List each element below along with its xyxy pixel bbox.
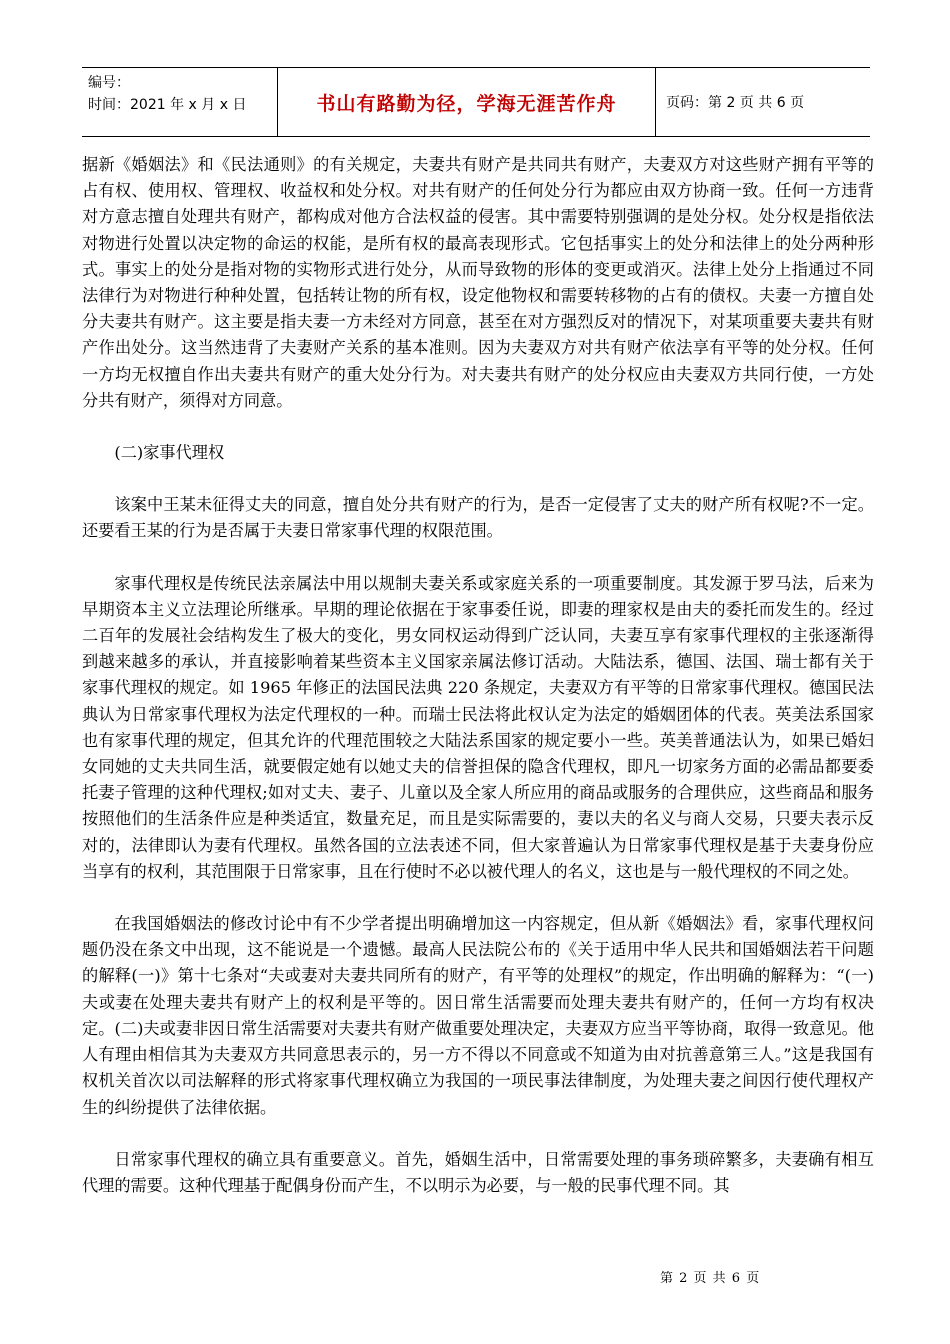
page-header	[82, 67, 870, 137]
paragraph-1: 据新《婚姻法》和《民法通则》的有关规定，夫妻共有财产是共同共有财产，夫妻双方对这些财产拥有平等的占有权、使用权、管理权、收益权和处分权。对共有财产的任何处分行为都应由双方协商一致。任何一方违背对方意志擅自处理共有财产，都构成对他方合法权益的侵害。其中需要特别强调的是处分权。处分权是指依法对物进行处置以决定物的命运的权能，是所有权的最高表现形式。它包括事实上的处分和法律上的处分两种形式。事实上的处分是指对物的实物形式进行处分，从而导致物的形体的变更或消灭。法律上处分上指通过不同法律行为对物进行种种处置，包括转让物的所有权，设定他物权和需要转移物的占有的债权。夫妻一方擅自处分夫妻共有财产。这主要是指夫妻一方未经对方同意，甚至在对方强烈反对的情况下，对某项重要夫妻共有财产作出处分。这当然违背了夫妻财产关系的基本准则。因为夫妻双方对共有财产依法享有平等的处分权。任何一方均无权擅自作出夫妻共有财产的重大处分行为。对夫妻共有财产的处分权应由夫妻双方共同行使，一方处分共有财产，须得对方同意。	[82, 155, 874, 410]
time-label: 时间：2021 年 x 月 x 日	[88, 97, 247, 113]
paragraph-3: 该案中王某未征得丈夫的同意，擅自处分共有财产的行为，是否一定侵害了丈夫的财产所有权呢?不一定。还要看王某的行为是否属于夫妻日常家事代理的权限范围。	[82, 495, 874, 541]
paragraph-4: 家事代理权是传统民法亲属法中用以规制夫妻关系或家庭关系的一项重要制度。其发源于罗马法，后来为早期资本主义立法理论所继承。早期的理论依据在于家事委任说，即妻的理家权是由夫的委托而发生的。经过二百年的发展社会结构发生了极大的变化，男女同权运动得到广泛认同，夫妻互享有家事代理权的主张逐渐得到越来越多的承认，并直接影响着某些资本主义国家亲属法修订活动。大陆法系，德国、法国、瑞士都有关于家事代理权的规定。如 1965 年修正的法国民法典 220 条规定，夫妻双方有平等的日常家事代理权。德国民法典认为日常家事代理权为法定代理权的一种。而瑞士民法将此权认定为法定的婚姻团体的代表。英美法系国家也有家事代理的规定，但其允许的代理范围较之大陆法系国家的规定要小一些。英美普通法认为，如果已婚妇女同她的丈夫共同生活，就要假定她有以她丈夫的信誉担保的隐含代理权，即凡一切家务方面的必需品都要委托妻子管理的这种代理权;如对丈夫、妻子、儿童以及全家人所应用的商品或服务的合理供应，这些商品和服务按照他们的生活条件应是种类适宜，数量充足，而且是实际需要的，妻以夫的名义与商人交易，只要夫表示反对的，法律即认为妻有代理权。虽然各国的立法表述不同，但大家普遍认为日常家事代理权是基于夫妻身份应当享有的权利，其范围限于日常家事，且在行使时不必以被代理人的名义，这也是与一般代理权的不同之处。	[82, 573, 874, 881]
paragraph-6: 日常家事代理权的确立具有重要意义。首先，婚姻生活中，日常需要处理的事务琐碎繁多，夫妻确有相互代理的需要。这种代理基于配偶身份而产生，不以明示为必要，与一般的民事代理不同。其	[82, 1149, 874, 1195]
header-motto: 书山有路勤为径，学海无涯苦作舟	[316, 92, 617, 115]
header-motto-cell	[278, 68, 656, 136]
header-meta	[82, 68, 278, 136]
document-body	[82, 152, 874, 1199]
doc-number-label: 编号：	[88, 75, 130, 91]
section-heading-family-agency: (二)家事代理权	[114, 443, 225, 463]
page-footer: 第 2 页 共 6 页	[660, 1271, 761, 1286]
header-page-info: 页码：第 2 页 共 6 页	[666, 95, 805, 111]
paragraph-5: 在我国婚姻法的修改讨论中有不少学者提出明确增加这一内容规定，但从新《婚姻法》看，家事代理权问题仍没在条文中出现，这不能说是一个遗憾。最高人民法院公布的《关于适用中华人民共和国婚姻法若干问题的解释(一)》第十七条对“夫或妻对夫妻共同所有的财产，有平等的处理权”的规定，作出明确的解释为：“(一)夫或妻在处理夫妻共有财产上的权利是平等的。因日常生活需要而处理夫妻共有财产的，任何一方均有权决定。(二)夫或妻非因日常生活需要对夫妻共有财产做重要处理决定，夫妻双方应当平等协商，取得一致意见。他人有理由相信其为夫妻双方共同意思表示的，另一方不得以不同意或不知道为由对抗善意第三人。”这是我国有权机关首次以司法解释的形式将家事代理权确立为我国的一项民事法律制度，为处理夫妻之间因行使代理权产生的纠纷提供了法律依据。	[82, 914, 874, 1117]
header-page-info-cell	[656, 68, 870, 136]
